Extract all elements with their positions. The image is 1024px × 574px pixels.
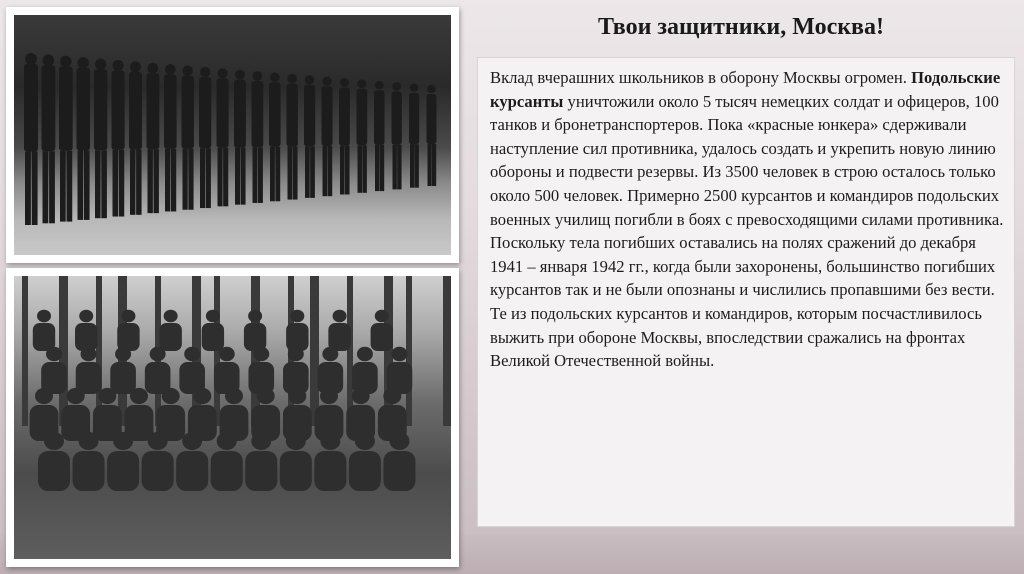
- soldier-silhouette: [283, 347, 309, 394]
- paragraph-intro: Вклад вчерашних школьников в оборону Москвы огромен.: [490, 68, 912, 87]
- paragraph-body: уничтожили около 5 тысяч немецких солдат и офицеров, 100 танков и бронетранспортеров. Пока «красные юнкера» сдерживали наступление сил противника, удалось создать и укрепить новую линию обороны и подвести резервы. Из 3500 человек в строю осталось только около 500 человек. Примерно 2500 курсантов и командиров подольских военных училищ погибли в боях с превосходящими силами противника. Поскольку тела погибших оставались на полях сражений до декабря 1941 – января 1942 гг., когда были захоронены, большинство погибших курсантов так и не были опознаны и числились пропавшими без вести.: [490, 91, 1004, 300]
- soldier-silhouette: [159, 310, 181, 351]
- tree-trunk: [406, 276, 412, 426]
- soldier-silhouette: [244, 310, 266, 351]
- soldier-silhouette: [182, 66, 194, 210]
- photo-frame-cadets-group: [6, 268, 459, 567]
- cadets-group-illustration: [14, 276, 451, 559]
- tree-trunk: [22, 276, 28, 426]
- soldier-silhouette: [164, 64, 177, 211]
- tree-trunk: [96, 276, 102, 426]
- soldier-silhouette: [94, 59, 107, 219]
- soldier-silhouette: [125, 388, 154, 441]
- photo-cadets-group: [14, 276, 451, 559]
- tree-trunk: [310, 276, 319, 426]
- soldier-silhouette: [234, 70, 246, 205]
- soldier-silhouette: [75, 310, 97, 351]
- soldier-silhouette: [269, 72, 281, 201]
- soldier-silhouette: [217, 68, 229, 206]
- soldier-silhouette: [339, 78, 350, 194]
- soldier-silhouette: [179, 347, 205, 394]
- soldier-silhouette: [392, 82, 402, 189]
- highlight-podolsk-cadets: Подольские курсанты: [490, 68, 1001, 111]
- soldier-silhouette: [202, 310, 224, 351]
- soldier-silhouette: [280, 432, 312, 491]
- soldier-silhouette: [33, 310, 55, 351]
- soldier-silhouette: [409, 84, 419, 188]
- soldier-silhouette: [42, 54, 56, 223]
- photo-frame-cadets-lineup: [6, 7, 459, 263]
- soldier-silhouette: [352, 347, 378, 394]
- paragraph-survivors: Те из подольских курсантов и командиров, которым посчастливилось выжить при обороне Москвы, впоследствии сражались на фронтах Великой Отечественной войны.: [490, 303, 982, 371]
- soldier-silhouette: [304, 75, 315, 198]
- soldier-silhouette: [112, 60, 125, 217]
- tree-trunk: [443, 276, 451, 426]
- soldier-silhouette: [199, 67, 211, 208]
- soldier-silhouette: [318, 347, 344, 394]
- soldier-silhouette: [427, 85, 437, 186]
- soldier-silhouette: [252, 71, 264, 203]
- soldier-silhouette: [77, 57, 90, 220]
- soldier-silhouette: [24, 53, 38, 225]
- soldier-silhouette: [129, 61, 142, 214]
- soldier-silhouette: [357, 79, 368, 192]
- tree-trunk: [347, 276, 353, 426]
- soldier-silhouette: [314, 432, 346, 491]
- photo-cadets-lineup: [14, 15, 451, 255]
- soldier-silhouette: [110, 347, 136, 394]
- soldier-silhouette: [322, 77, 333, 197]
- cadets-lineup-illustration: [14, 15, 451, 255]
- paragraph-defense-contribution: [490, 66, 1004, 302]
- text-panel: [477, 57, 1015, 527]
- soldier-silhouette: [374, 81, 385, 191]
- soldier-silhouette: [287, 74, 298, 200]
- soldier-silhouette: [147, 63, 160, 213]
- soldier-silhouette: [59, 56, 73, 222]
- soldier-silhouette: [145, 347, 171, 394]
- slide-title: Твои защитники, Москва!: [597, 14, 885, 40]
